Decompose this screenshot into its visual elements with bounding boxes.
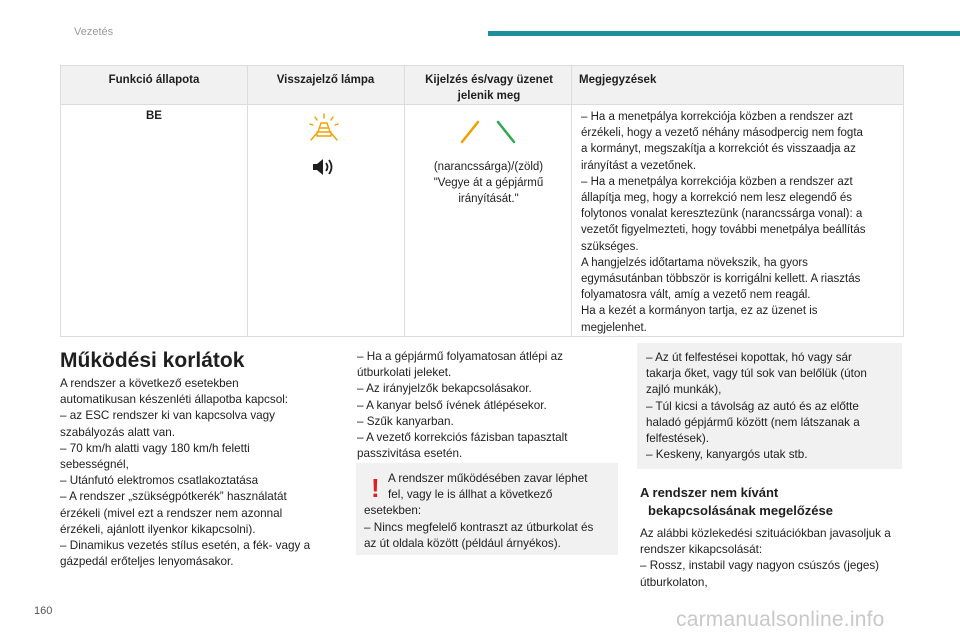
column-divider	[247, 66, 248, 336]
paragraph-line: szabályozás alatt van.	[60, 425, 175, 439]
paragraph-line: – A kanyar belső ívének átlépésekor.	[357, 398, 547, 412]
notes-line: Ha a kezét a kormányon tartja, ez az üzenet is	[581, 305, 818, 318]
header-indicator-lamp: Visszajelző lámpa	[276, 74, 375, 86]
column-divider	[404, 66, 405, 336]
subheading-line: bekapcsolásának megelőzése	[648, 503, 833, 518]
display-message	[406, 159, 571, 207]
paragraph-line: rendszer kikapcsolását:	[640, 543, 763, 557]
paragraph-line: – az ESC rendszer ki van kapcsolva vagy	[60, 409, 276, 423]
lane-keeping-warning-icon	[307, 112, 341, 142]
warning-text	[364, 471, 612, 552]
paragraph-line: érzékeli, ajánlott ilyenkor kikapcsolni).	[60, 522, 256, 536]
header-accent-bar	[488, 31, 960, 36]
paragraph-line: – A rendszer „szükségpótkerék” használatát	[60, 490, 287, 504]
paragraph-line: útburkolati jeleket.	[357, 366, 452, 380]
notes-line: folyamatosra vált, amíg a vezető nem reagál.	[581, 289, 811, 302]
function-status-table	[60, 65, 904, 337]
prevention-text	[640, 526, 905, 591]
warning-line: fel, vagy le is állhat a következő	[388, 488, 553, 502]
subheading-line: A rendszer nem kívánt	[640, 485, 779, 500]
warning-line: az út oldala között (például árnyékos).	[364, 536, 561, 550]
paragraph-line: gázpedál erőteljes lenyomásakor.	[60, 555, 234, 569]
paragraph-line: takarja őket, vagy túl sok van belőlük (úton	[646, 367, 867, 381]
notes-line: megjelenhet.	[581, 321, 647, 334]
warning-line: A rendszer működésében zavar léphet	[388, 472, 588, 485]
column-divider	[571, 66, 572, 336]
header-notes: Megjegyzések	[579, 74, 657, 86]
limitations-column-2	[357, 349, 622, 462]
conditions-box	[637, 343, 902, 469]
paragraph-line: útburkolaton,	[640, 575, 708, 589]
header-display-message: Kijelzés és/vagy üzenet jelenik meg	[425, 74, 553, 102]
watermark: carmanualsonline.info	[676, 608, 885, 631]
warning-line: esetekben:	[364, 504, 422, 518]
paragraph-line: felfestések).	[646, 432, 710, 446]
paragraph-line: Az alábbi közlekedési szituációkban javasoljuk a	[640, 527, 891, 540]
section-heading: Működési korlátok	[60, 349, 245, 372]
warning-exclamation-icon: !	[371, 473, 380, 503]
paragraph-line: automatikusan készenléti állapotba kapcsol:	[60, 393, 289, 407]
warning-line: – Nincs megfelelő kontraszt az útburkolat és	[364, 520, 594, 534]
paragraph-line: – Az irányjelzők bekapcsolásakor.	[357, 382, 532, 396]
display-message-line: irányítását."	[458, 193, 519, 205]
section-title: Vezetés	[74, 26, 114, 38]
page-number: 160	[34, 605, 53, 617]
notes-line: érzékeli, hogy a vezető néhány másodpercig nem fogta	[581, 127, 863, 140]
paragraph-line: passzivitása esetén.	[357, 447, 463, 461]
paragraph-line: – Túl kicsi a távolság az autó és az előtte	[646, 399, 859, 413]
conditions-text	[646, 350, 896, 463]
paragraph-line: zajló munkák),	[646, 383, 722, 397]
paragraph-line: A rendszer a következő esetekben	[60, 377, 239, 390]
notes-line: – Ha a menetpálya korrekciója közben a rendszer azt	[581, 175, 853, 188]
state-on: BE	[146, 110, 162, 122]
notes-line: egymásutánban többször is korrigálni kellett. A riasztás	[581, 273, 861, 286]
lane-lines-icon	[456, 118, 520, 144]
paragraph-line: – A vezető korrekciós fázisban tapasztalt	[357, 431, 568, 445]
notes-cell	[581, 109, 881, 336]
paragraph-line: – Dinamikus vezetés stílus esetén, a fék- vagy a	[60, 539, 311, 553]
notes-line: szükséges.	[581, 240, 639, 253]
paragraph-line: – Rossz, instabil vagy nagyon csúszós (jeges)	[640, 559, 880, 573]
notes-line: – Ha a menetpálya korrekciója közben a rendszer azt	[581, 111, 853, 123]
notes-line: állapítja meg, hogy a korrekció nem lesz elegendő és	[581, 192, 853, 205]
notes-line: vezetőt figyelmezteti, hogy további menetpálya beállítás	[581, 224, 866, 237]
display-color-label: (narancssárga)/(zöld)	[433, 161, 544, 173]
display-message-line: "Vegye át a gépjármű	[433, 177, 544, 189]
paragraph-line: sebességnél,	[60, 458, 129, 472]
notes-line: irányítást a vezetőnek.	[581, 159, 697, 172]
paragraph-line: – Ha a gépjármű folyamatosan átlépi az	[357, 350, 563, 363]
paragraph-line: érzékeli (mivel ezt a rendszer nem azonnal	[60, 506, 283, 520]
paragraph-line: – Keskeny, kanyargós utak stb.	[646, 448, 808, 462]
speaker-icon	[311, 156, 335, 178]
paragraph-line: – Szűk kanyarban.	[357, 414, 454, 428]
limitations-column-1	[60, 376, 345, 570]
paragraph-line: – Utánfutó elektromos csatlakoztatása	[60, 474, 259, 488]
notes-line: folytonos vonalat keresztezünk (narancssárga vonal): a	[581, 208, 863, 221]
paragraph-line: haladó gépjármű között (nem látszanak a	[646, 415, 860, 429]
subheading	[640, 484, 900, 520]
warning-box	[356, 463, 618, 555]
notes-line: A hangjelzés időtartama növekszik, ha gyors	[581, 256, 808, 269]
header-function-state: Funkció állapota	[108, 74, 200, 86]
notes-line: a kormányt, megszakítja a korrekciót és visszaadja az	[581, 143, 856, 156]
paragraph-line: – Az út felfestései kopottak, hó vagy sár	[646, 351, 852, 364]
paragraph-line: – 70 km/h alatti vagy 180 km/h feletti	[60, 441, 250, 455]
